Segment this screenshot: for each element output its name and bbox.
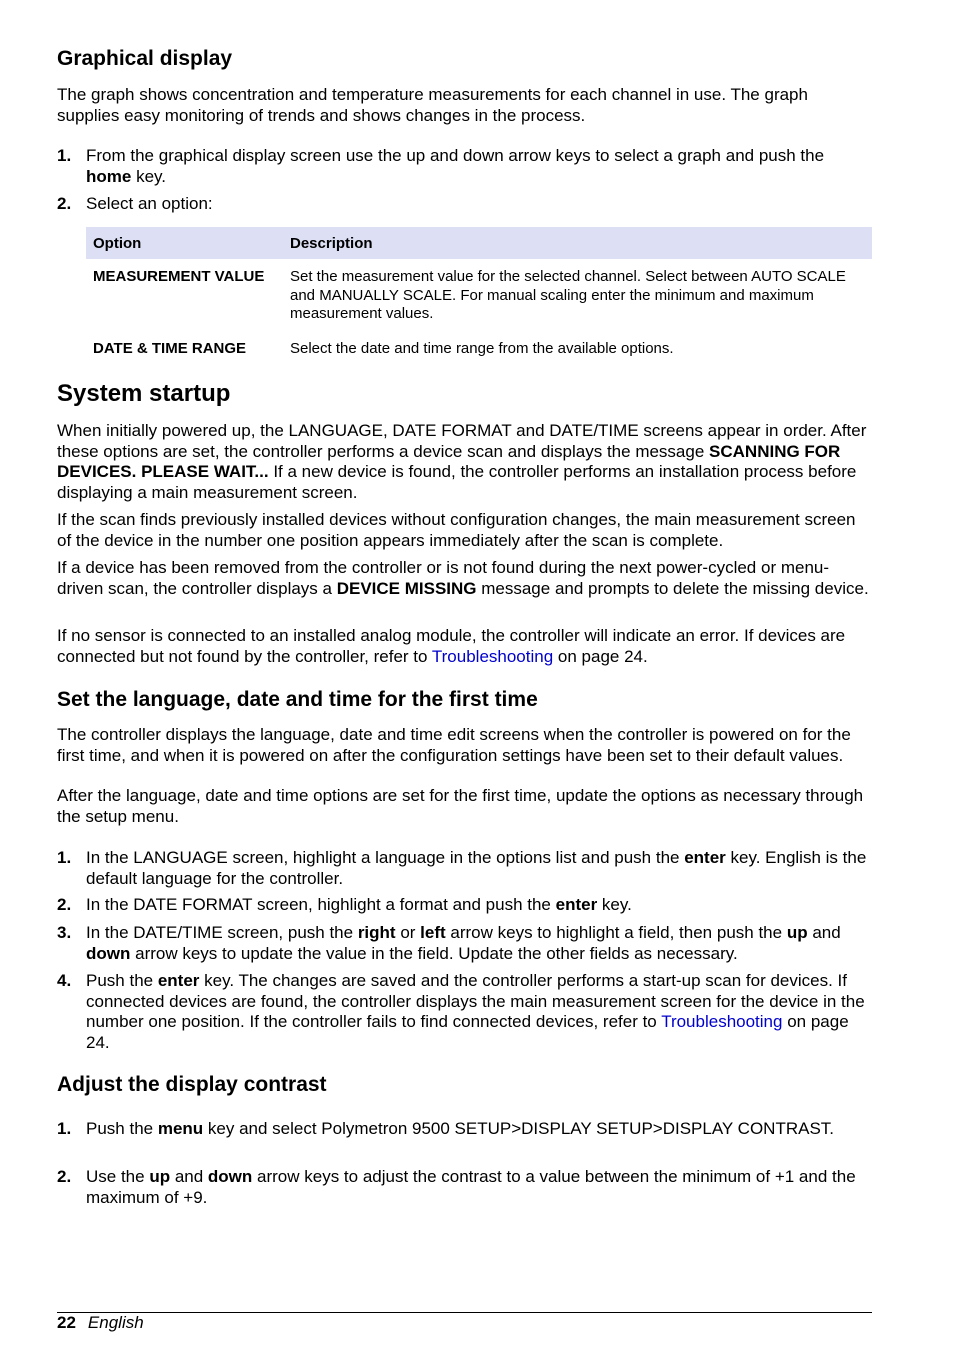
language-intro-1: The controller displays the language, date and time edit screens when the controller is powered on for the first time, and when it is powered on after the configuration settings have been set to their default values. bbox=[57, 725, 851, 765]
footer-divider bbox=[57, 1312, 872, 1313]
step-number: 2. bbox=[57, 1167, 72, 1186]
step-number: 1. bbox=[57, 1119, 72, 1138]
page-footer bbox=[57, 1313, 144, 1333]
step-number: 2. bbox=[57, 194, 72, 213]
step-number: 4. bbox=[57, 971, 72, 990]
table-row bbox=[86, 328, 872, 363]
options-table bbox=[86, 227, 872, 362]
startup-paragraph-2: If the scan finds previously installed devices without configuration changes, the main measurement screen of the device in the number one position appears immediately after the scan is complete. bbox=[57, 510, 856, 550]
language-step-4: 4. Push the enter key. The changes are saved and the controller performs a start-up scan for devices. If connected devices are found, the controller displays the main measurement screen for the device in the number one position. If the controller fails to find connected devices, refer to Troubleshooting on page 24. bbox=[57, 971, 865, 1052]
startup-paragraph-1: When initially powered up, the LANGUAGE, DATE FORMAT and DATE/TIME screens appear in order. After these options are set, the controller performs a device scan and displays the message SCANNING FOR DEVICES. PLEASE WAIT... If a new device is found, the controller performs an installation process before displaying a main measurement screen. bbox=[57, 421, 867, 502]
startup-paragraph-3: If a device has been removed from the controller or is not found during the next power-cycled or menu-driven scan, the controller displays a DEVICE MISSING message and prompts to delete the missing device. bbox=[57, 558, 869, 598]
step-number: 1. bbox=[57, 146, 72, 165]
section-heading-graphical-display: Graphical display bbox=[57, 47, 233, 70]
step-number: 2. bbox=[57, 895, 72, 914]
language-intro-2: After the language, date and time options are set for the first time, update the options as necessary through the setup menu. bbox=[57, 786, 864, 826]
table-row bbox=[86, 259, 872, 328]
column-header-option: Option bbox=[86, 227, 283, 259]
language-step-1: 1. In the LANGUAGE screen, highlight a language in the options list and push the enter key. English is the default language for the controller. bbox=[57, 848, 867, 888]
troubleshooting-link[interactable]: Troubleshooting bbox=[661, 1012, 783, 1031]
troubleshooting-link[interactable]: Troubleshooting bbox=[431, 646, 554, 666]
graphical-step-1: 1. From the graphical display screen use the up and down arrow keys to select a graph and push the home key. bbox=[57, 146, 825, 186]
graphical-intro: The graph shows concentration and temperature measurements for each channel in use. The graph supplies easy monitoring of trends and shows changes in the process. bbox=[57, 85, 808, 125]
step-number: 3. bbox=[57, 923, 72, 942]
section-heading-set-language: Set the language, date and time for the first time bbox=[57, 688, 538, 711]
footer-language: English bbox=[87, 1313, 144, 1332]
option-cell: DATE & TIME RANGE bbox=[93, 339, 247, 357]
graphical-step-2: 2. Select an option: bbox=[57, 194, 213, 213]
option-cell: MEASUREMENT VALUE bbox=[93, 268, 265, 285]
description-cell: Set the measurement value for the selected channel. Select between AUTO SCALE and MANUALLY SCALE. For manual scaling enter the minimum and maximum measurement values. bbox=[290, 268, 846, 322]
section-heading-display-contrast: Adjust the display contrast bbox=[57, 1073, 327, 1096]
table-header-row bbox=[86, 227, 872, 259]
section-heading-system-startup: System startup bbox=[57, 380, 231, 407]
column-header-description: Description bbox=[283, 227, 872, 259]
language-step-2: 2. In the DATE FORMAT screen, highlight a format and push the enter key. bbox=[57, 895, 632, 914]
page-number: 22 bbox=[57, 1313, 76, 1332]
language-step-3: 3. In the DATE/TIME screen, push the right or left arrow keys to highlight a field, then push the up and down arrow keys to update the value in the field. Update the other fields as necessary. bbox=[57, 923, 841, 963]
contrast-step-2: 2. Use the up and down arrow keys to adjust the contrast to a value between the minimum of +1 and the maximum of +9. bbox=[57, 1167, 856, 1207]
startup-paragraph-4: If no sensor is connected to an installed analog module, the controller will indicate an error. If devices are connected but not found by the controller, refer to Troubleshooting on page 24. bbox=[57, 626, 846, 666]
contrast-step-1: 1. Push the menu key and select Polymetron 9500 SETUP>DISPLAY SETUP>DISPLAY CONTRAST. bbox=[57, 1119, 835, 1138]
description-cell: Select the date and time range from the available options. bbox=[290, 339, 674, 357]
step-number: 1. bbox=[57, 848, 72, 867]
